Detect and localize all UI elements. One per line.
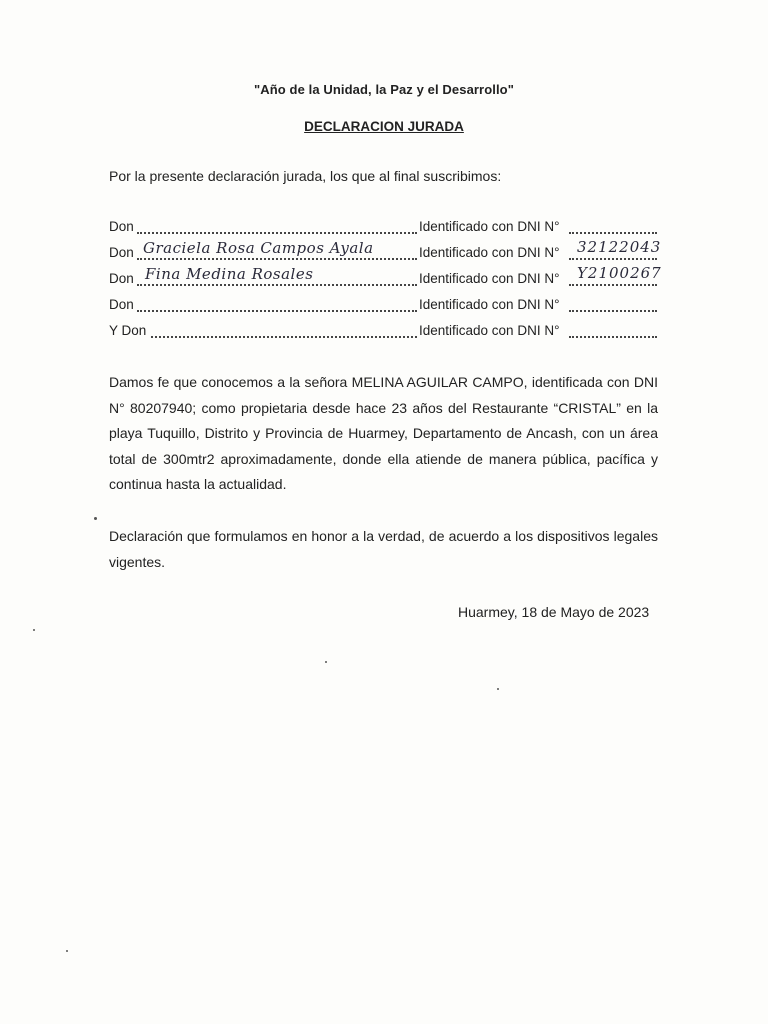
party-row-3	[109, 264, 669, 293]
scan-speck	[94, 517, 97, 520]
declaration-paragraph: Damos fe que conocemos a la señora MELINA AGUILAR CAMPO, identificada con DNI N° 80207940; como propietaria desde hace 23 años del Restaurante “CRISTAL” en la playa Tuquillo, Distrito y Provincia de Huarmey, Departamento de Ancash, con un área total de 300mtr2 aproximadamente, donde ella atiende de manera pública, pacífica y continua hasta la actualidad.	[109, 374, 658, 492]
party-prefix: Don	[109, 271, 134, 286]
party-row-4	[109, 297, 669, 319]
dni-dotted-line	[569, 306, 657, 312]
name-dotted-line	[151, 332, 417, 338]
dni-label: Identificado con DNI N°	[419, 271, 560, 286]
handwritten-name: Fina Medina Rosales	[145, 265, 314, 283]
scan-speck	[33, 629, 35, 631]
party-row-5	[109, 323, 669, 345]
scan-speck	[66, 950, 68, 952]
dni-dotted-line	[569, 332, 657, 338]
place-date: Huarmey, 18 de Mayo de 2023	[458, 604, 650, 620]
dni-label: Identificado con DNI N°	[419, 219, 560, 234]
name-dotted-line	[137, 228, 417, 234]
party-prefix: Don	[109, 245, 134, 260]
dni-dotted-line	[569, 228, 657, 234]
dni-label: Identificado con DNI N°	[419, 245, 560, 260]
document-motto: "Año de la Unidad, la Paz y el Desarrollo"	[254, 82, 514, 97]
document-title: DECLARACION JURADA	[304, 119, 464, 134]
party-prefix: Don	[109, 219, 134, 234]
party-prefix: Y Don	[109, 323, 147, 338]
dni-label: Identificado con DNI N°	[419, 323, 560, 338]
closing-paragraph: Declaración que formulamos en honor a la verdad, de acuerdo a los dispositivos legales vigentes.	[109, 528, 658, 570]
handwritten-dni: Y2100267	[577, 264, 662, 282]
dni-label: Identificado con DNI N°	[419, 297, 560, 312]
scan-speck	[497, 688, 499, 690]
scan-speck	[325, 661, 327, 663]
intro-text: Por la presente declaración jurada, los que al final suscribimos:	[109, 168, 502, 184]
handwritten-name: Graciela Rosa Campos Ayala	[143, 239, 374, 257]
handwritten-dni: 32122043	[577, 238, 662, 256]
party-prefix: Don	[109, 297, 134, 312]
name-dotted-line	[137, 306, 417, 312]
